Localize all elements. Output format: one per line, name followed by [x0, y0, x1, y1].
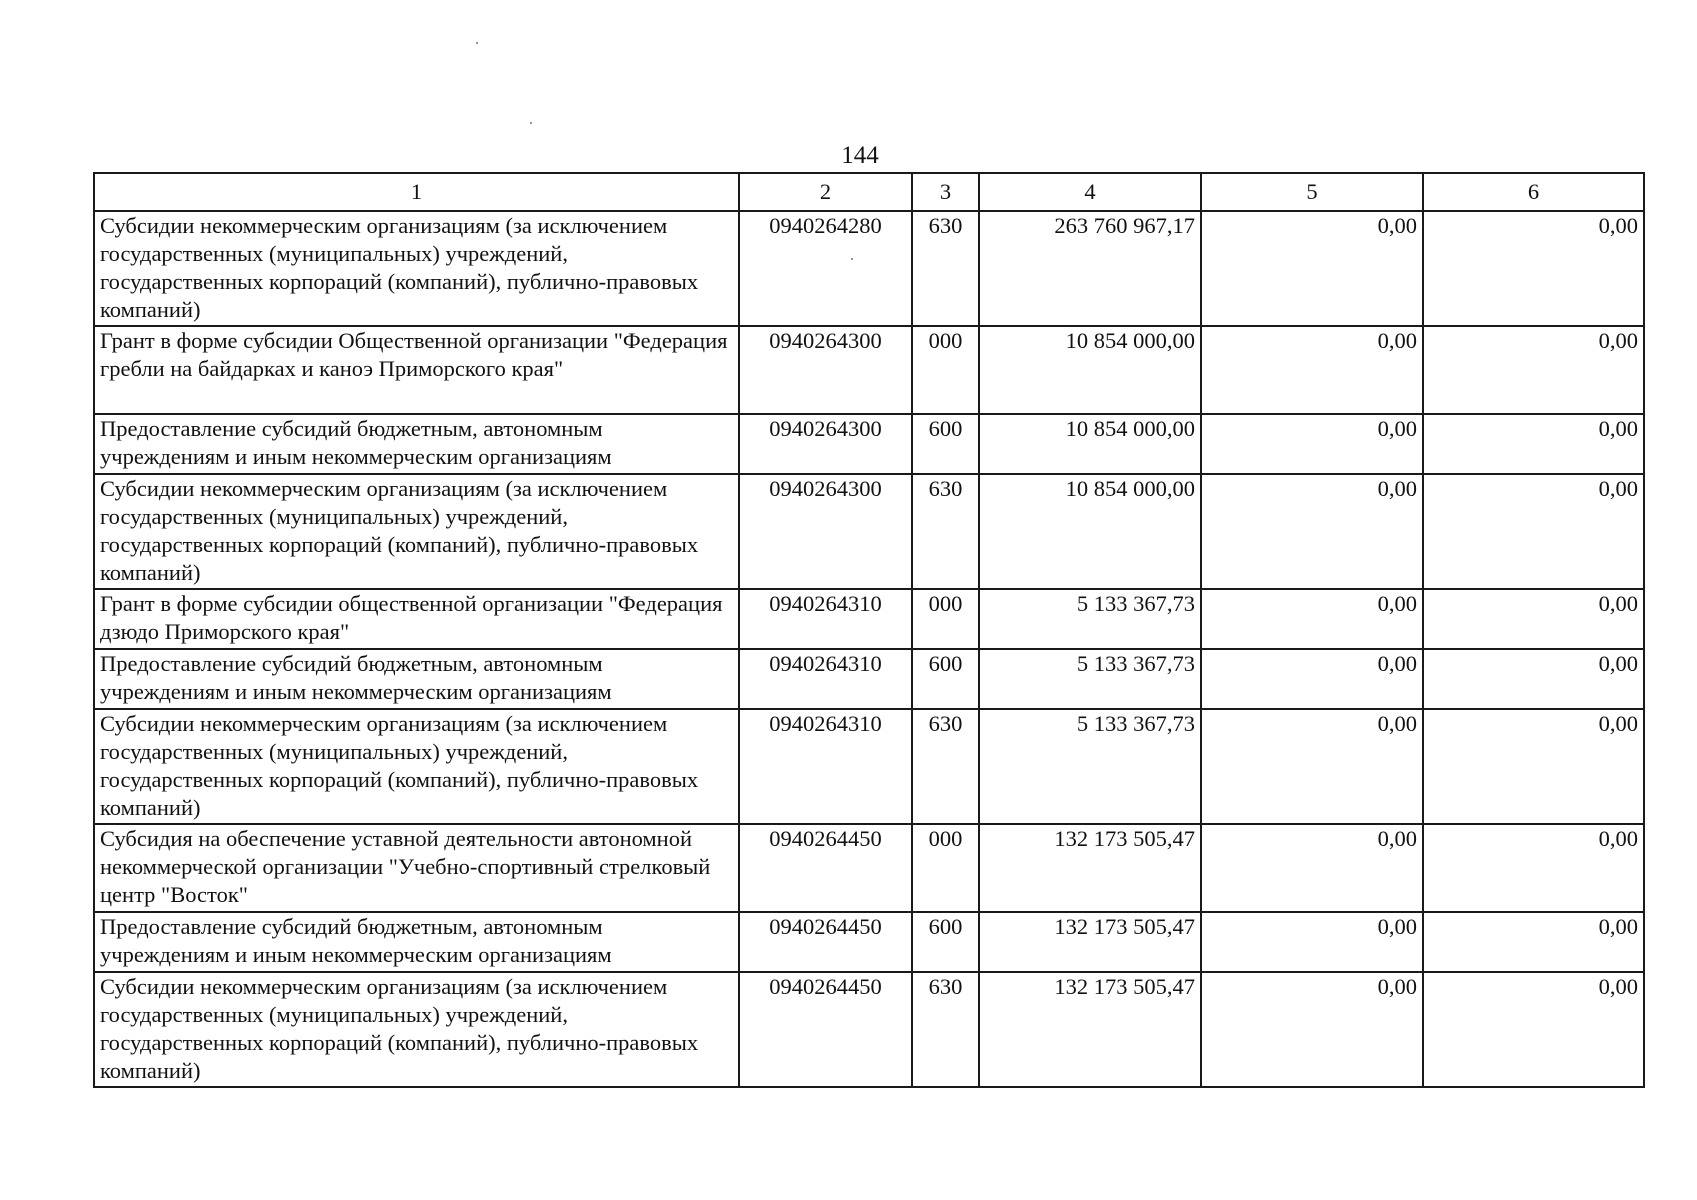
row-type: 000	[912, 824, 979, 912]
table-row	[94, 326, 1644, 414]
row-code: 0940264310	[739, 709, 912, 824]
row-code: 0940264300	[739, 414, 912, 474]
column-header-1: 1	[94, 173, 739, 211]
page-number: 144	[841, 142, 879, 169]
row-col6: 0,00	[1423, 211, 1644, 326]
row-code: 0940264310	[739, 649, 912, 709]
table-row	[94, 414, 1644, 474]
row-name: Субсидии некоммерческим организациям (за исключением государственных (муниципальных) учреждений, государственных корпораций (компаний), публично-правовых компаний)	[94, 211, 739, 326]
table-row	[94, 211, 1644, 326]
row-col6: 0,00	[1423, 474, 1644, 589]
row-type: 600	[912, 414, 979, 474]
row-col4: 5 133 367,73	[979, 649, 1201, 709]
row-name: Субсидии некоммерческим организациям (за исключением государственных (муниципальных) учреждений, государственных корпораций (компаний), публично-правовых компаний)	[94, 474, 739, 589]
row-name: Предоставление субсидий бюджетным, автономным учреждениям и иным некоммерческим организациям	[94, 912, 739, 972]
row-col5: 0,00	[1201, 414, 1423, 474]
row-col5: 0,00	[1201, 972, 1423, 1087]
row-col5: 0,00	[1201, 912, 1423, 972]
row-type: 630	[912, 709, 979, 824]
row-name: Грант в форме субсидии общественной организации "Федерация дзюдо Приморского края"	[94, 589, 739, 649]
row-col6: 0,00	[1423, 326, 1644, 414]
row-col6: 0,00	[1423, 824, 1644, 912]
row-col5: 0,00	[1201, 326, 1423, 414]
table-row	[94, 474, 1644, 589]
scan-speck	[476, 42, 478, 44]
column-header-3: 3	[912, 173, 979, 211]
row-type: 600	[912, 912, 979, 972]
row-name: Субсидии некоммерческим организациям (за исключением государственных (муниципальных) учреждений, государственных корпораций (компаний), публично-правовых компаний)	[94, 709, 739, 824]
row-col5: 0,00	[1201, 824, 1423, 912]
table-header-row	[94, 173, 1644, 211]
row-code: 0940264450	[739, 912, 912, 972]
row-col5: 0,00	[1201, 709, 1423, 824]
row-code: 0940264310	[739, 589, 912, 649]
row-col5: 0,00	[1201, 211, 1423, 326]
row-col6: 0,00	[1423, 912, 1644, 972]
row-col4: 5 133 367,73	[979, 709, 1201, 824]
row-name: Субсидия на обеспечение уставной деятельности автономной некоммерческой организации "Учебно-спортивный стрелковый центр "Восток"	[94, 824, 739, 912]
row-code: 0940264450	[739, 972, 912, 1087]
row-type: 000	[912, 589, 979, 649]
row-col4: 132 173 505,47	[979, 912, 1201, 972]
row-col4: 5 133 367,73	[979, 589, 1201, 649]
table-row	[94, 824, 1644, 912]
row-name: Грант в форме субсидии Общественной организации "Федерация гребли на байдарках и каноэ Приморского края"	[94, 326, 739, 414]
column-header-4: 4	[979, 173, 1201, 211]
row-code: 0940264300	[739, 326, 912, 414]
column-header-5: 5	[1201, 173, 1423, 211]
row-type: 600	[912, 649, 979, 709]
table-row	[94, 649, 1644, 709]
column-header-2: 2	[739, 173, 912, 211]
row-col4: 10 854 000,00	[979, 414, 1201, 474]
table-row	[94, 912, 1644, 972]
table-row	[94, 589, 1644, 649]
row-col4: 132 173 505,47	[979, 972, 1201, 1087]
row-code: 0940264450	[739, 824, 912, 912]
row-col6: 0,00	[1423, 589, 1644, 649]
table-row	[94, 972, 1644, 1087]
row-col4: 10 854 000,00	[979, 474, 1201, 589]
row-col5: 0,00	[1201, 474, 1423, 589]
row-col6: 0,00	[1423, 972, 1644, 1087]
row-name: Предоставление субсидий бюджетным, автономным учреждениям и иным некоммерческим организациям	[94, 414, 739, 474]
row-code: 0940264300	[739, 474, 912, 589]
row-type: 630	[912, 474, 979, 589]
row-code: 0940264280	[739, 211, 912, 326]
row-col4: 132 173 505,47	[979, 824, 1201, 912]
column-header-6: 6	[1423, 173, 1644, 211]
row-name: Предоставление субсидий бюджетным, автономным учреждениям и иным некоммерческим организациям	[94, 649, 739, 709]
row-name: Субсидии некоммерческим организациям (за исключением государственных (муниципальных) учреждений, государственных корпораций (компаний), публично-правовых компаний)	[94, 972, 739, 1087]
row-col6: 0,00	[1423, 414, 1644, 474]
row-col4: 263 760 967,17	[979, 211, 1201, 326]
row-col6: 0,00	[1423, 649, 1644, 709]
row-type: 630	[912, 211, 979, 326]
budget-table	[93, 172, 1645, 1088]
row-type: 630	[912, 972, 979, 1087]
scan-speck	[530, 122, 532, 124]
row-type: 000	[912, 326, 979, 414]
row-col5: 0,00	[1201, 649, 1423, 709]
row-col4: 10 854 000,00	[979, 326, 1201, 414]
row-col6: 0,00	[1423, 709, 1644, 824]
row-col5: 0,00	[1201, 589, 1423, 649]
scan-speck	[851, 258, 853, 260]
table-row	[94, 709, 1644, 824]
